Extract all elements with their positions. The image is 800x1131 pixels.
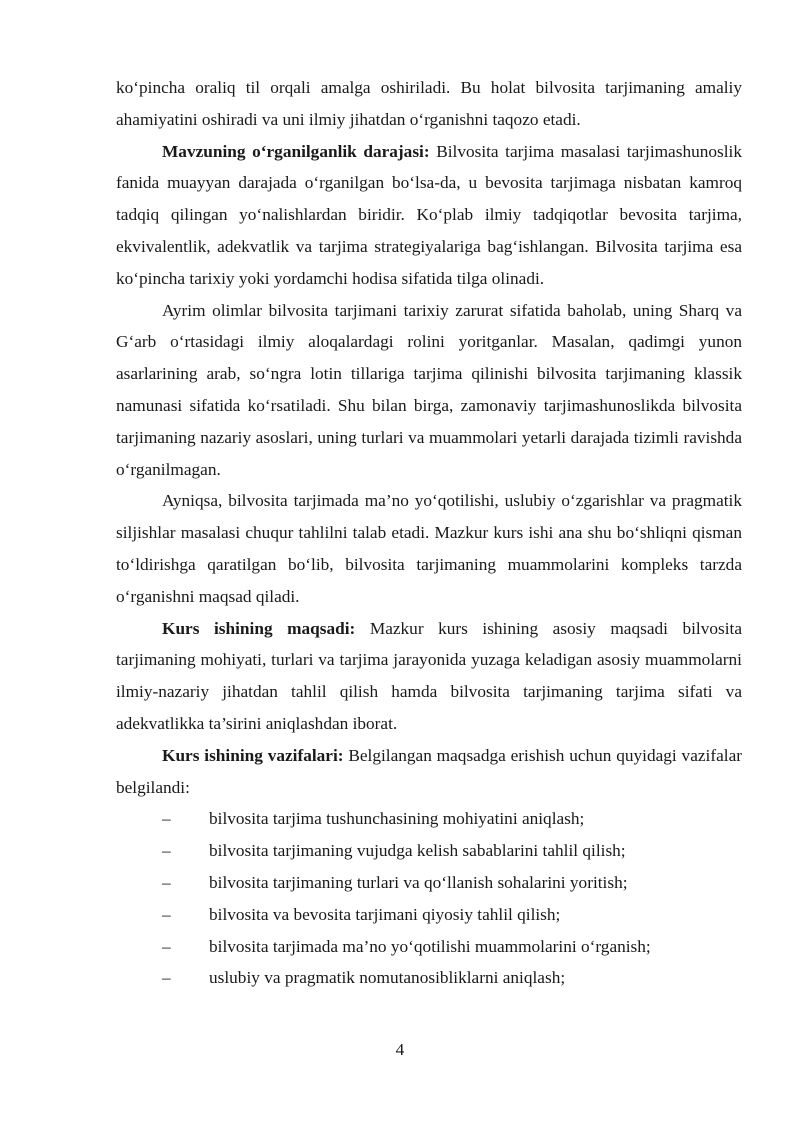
list-item-text: bilvosita tarjimada ma’no yo‘qotilishi muammolarini o‘rganish; — [209, 936, 651, 956]
list-item-text: bilvosita tarjima tushunchasining mohiyatini aniqlash; — [209, 809, 585, 829]
dash-bullet: – — [162, 809, 171, 829]
list-item — [116, 867, 742, 899]
section-lead-goal: Kurs ishining maqsadi: — [162, 618, 356, 638]
paragraph-especially — [116, 485, 742, 612]
paragraph-scholars — [116, 295, 742, 486]
task-list — [116, 803, 742, 994]
list-item-text: bilvosita va bevosita tarjimani qiyosiy tahlil qilish; — [209, 904, 561, 924]
list-item — [116, 931, 742, 963]
paragraph-text: Mazkur kurs ishining asosiy maqsadi bilvosita tarjimaning mohiyati, turlari va tarjima jarayonida yuzaga keladigan asosiy muammolarni ilmiy-nazariy jihatdan tahlil qilish hamda bilvosita tarjimaning tarjima sifati va adekvatlikka ta’sirini aniqlashdan iborat. — [116, 618, 742, 733]
dash-bullet: – — [162, 936, 171, 956]
paragraph-text: Ayrim olimlar bilvosita tarjimani tarixiy zarurat sifatida baholab, uning Sharq va G‘arb o‘rtasidagi ilmiy aloqalardagi rolini yoritganlar. Masalan, qadimgi yunon asarlarining arab, so‘ngra lotin tillariga tarjima qilinishi bilvosita tarjimaning klassik namunasi sifatida ko‘rsatiladi. Shu bilan birga, zamonaviy tarjimashunoslikda bilvosita tarjimaning nazariy asoslari, uning turlari va muammolari yetarli darajada tizimli ravishda o‘rganilmagan. — [116, 300, 742, 479]
section-lead-research-degree: Mavzuning o‘rganilganlik darajasi: — [162, 141, 430, 161]
list-item-text: bilvosita tarjimaning turlari va qo‘llanish sohalarini yoritish; — [209, 872, 628, 892]
page-number: 4 — [395, 1040, 405, 1059]
list-item-text: bilvosita tarjimaning vujudga kelish sabablarini tahlil qilish; — [209, 841, 626, 861]
paragraph-text: ko‘pincha oraliq til orqali amalga oshiriladi. Bu holat bilvosita tarjimaning amaliy ahamiyatini oshiradi va uni ilmiy jihatdan o‘rganishni taqozo etadi. — [116, 78, 742, 129]
dash-bullet: – — [162, 872, 171, 892]
list-item — [116, 962, 742, 994]
section-lead-tasks: Kurs ishining vazifalari: — [162, 745, 344, 765]
list-item — [116, 803, 742, 835]
list-item — [116, 899, 742, 931]
list-item-text: uslubiy va pragmatik nomutanosibliklarni aniqlash; — [209, 968, 566, 988]
paragraph-intro-continuation — [116, 72, 742, 136]
page-content — [116, 72, 742, 994]
paragraph-goal — [116, 613, 742, 740]
dash-bullet: – — [162, 841, 171, 861]
list-item — [116, 835, 742, 867]
dash-bullet: – — [162, 968, 171, 988]
paragraph-research-degree — [116, 136, 742, 295]
dash-bullet: – — [162, 904, 171, 924]
paragraph-text: Ayniqsa, bilvosita tarjimada ma’no yo‘qotilishi, uslubiy o‘zgarishlar va pragmatik siljishlar masalasi chuqur tahlilni talab etadi. Mazkur kurs ishi ana shu bo‘shliqni qisman to‘ldirishga qaratilgan bo‘lib, bilvosita tarjimaning muammolarini kompleks tarzda o‘rganishni maqsad qiladi. — [116, 491, 742, 606]
paragraph-text: Bilvosita tarjima masalasi tarjimashunoslik fanida muayyan darajada o‘rganilgan bo‘lsa-da, u bevosita tarjimaga nisbatan kamroq tadqiq qilingan yo‘nalishlardan biridir. Ko‘plab ilmiy tadqiqotlar bevosita tarjima, ekvivalentlik, adekvatlik va tarjima strategiyalariga bag‘ishlangan. Bilvosita tarjima esa ko‘pincha tarixiy yoki yordamchi hodisa sifatida tilga olinadi. — [116, 141, 742, 288]
paragraph-text: Belgilangan maqsadga erishish uchun quyidagi vazifalar belgilandi: — [116, 745, 742, 797]
paragraph-tasks — [116, 740, 742, 804]
